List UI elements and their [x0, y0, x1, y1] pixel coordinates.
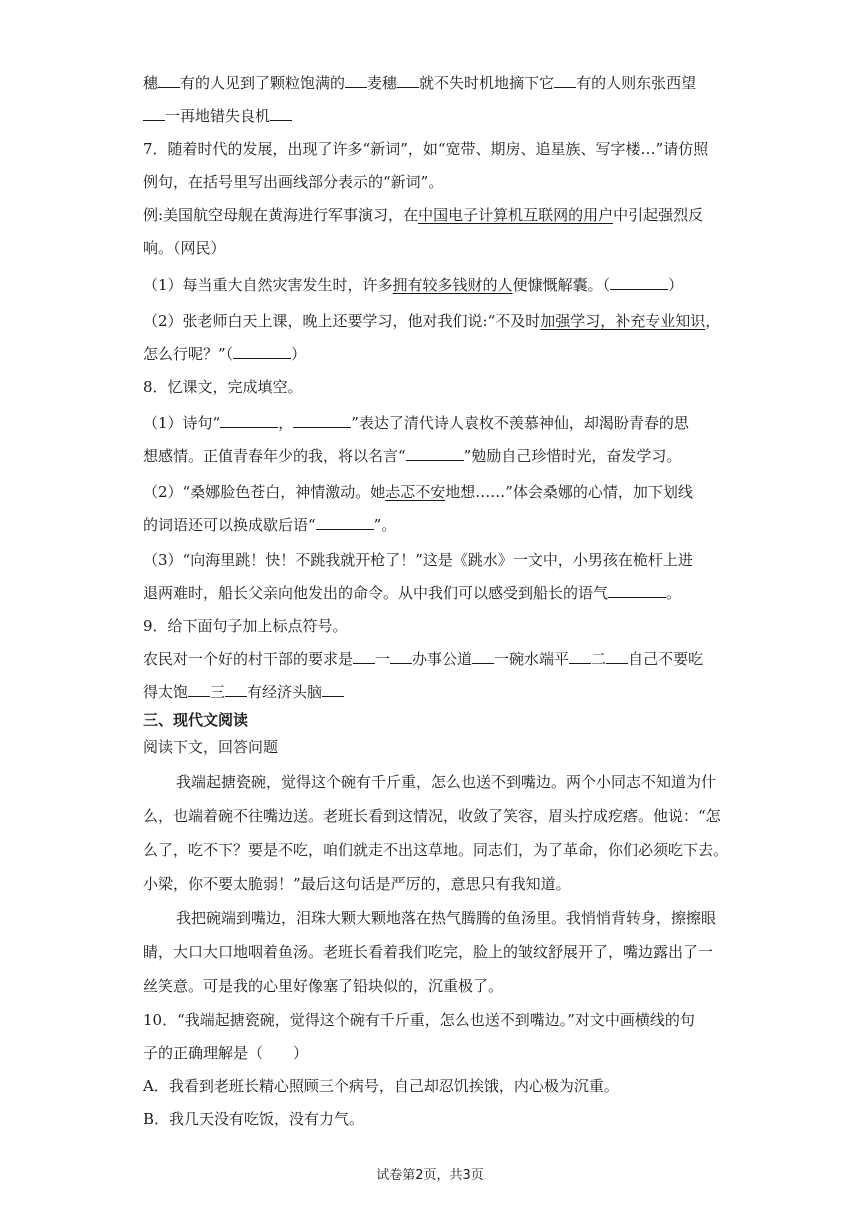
text: ”。: [373, 516, 397, 534]
text: 二: [591, 650, 607, 668]
punct-blank[interactable]: [390, 649, 412, 664]
punct-blank[interactable]: [554, 73, 576, 88]
q8-part-2b: [143, 515, 723, 535]
q7-stem-2: 例句，在括号里写出画线部分表示的“新词”。: [143, 173, 444, 191]
text: ”勉励自己珍惜时光，奋发学习。: [463, 447, 682, 465]
passage-line: 丝笑意。可是我的心里好像塞了铅块似的，沉重极了。: [143, 977, 504, 995]
text: 地想……”体会桑娜的心情，加下划线: [445, 483, 693, 501]
punct-blank[interactable]: [472, 649, 494, 664]
q7-stem-1: 7．随着时代的发展，出现了许多“新词”，如“宽带、期房、追星族、写字楼…”请仿照: [143, 140, 709, 158]
text: 自己不要吃: [628, 650, 704, 668]
q8-part-3b: [143, 583, 723, 603]
q9-title: 9．给下面句子加上标点符号。: [143, 617, 348, 635]
page-footer: 试卷第2页，共3页: [376, 1168, 484, 1183]
passage-line: 么，也端着碗不往嘴边送。老班长看到这情况，收敛了笑容，眉头拧成疙瘩。他说：“怎: [143, 807, 721, 825]
text: 的词语还可以换成歇后语“: [143, 516, 316, 534]
punct-blank[interactable]: [353, 649, 375, 664]
q9-line-2: [143, 682, 723, 702]
text: ”表达了清代诗人袁枚不羡慕神仙，却渴盼青春的思: [351, 414, 689, 432]
punct-blank[interactable]: [606, 649, 628, 664]
text: （2）张老师白天上课，晚上还要学习，他对我们说:“不及时: [143, 312, 541, 330]
punct-blank[interactable]: [345, 73, 367, 88]
text: 有的人见到了颗粒饱满的: [180, 74, 346, 92]
q10-option-b[interactable]: B．我几天没有吃饭，没有力气。: [143, 1110, 365, 1128]
q6-line-2: [143, 106, 723, 126]
text: 就不失时机地摘下它: [419, 74, 555, 92]
text: 办事公道: [412, 650, 473, 668]
answer-blank[interactable]: [220, 413, 278, 428]
underlined-phrase: 加强学习，补充专业知识: [540, 312, 706, 330]
text: 。: [666, 584, 682, 602]
underlined-phrase: 忐忑不安: [385, 483, 446, 501]
answer-blank[interactable]: [610, 275, 668, 290]
punct-blank[interactable]: [270, 106, 292, 121]
text: ，: [278, 414, 294, 432]
punct-blank[interactable]: [569, 649, 591, 664]
text: 怎么行呢？”（: [143, 345, 234, 363]
punct-blank[interactable]: [188, 682, 210, 697]
text: 退两难时，船长父亲向他发出的命令。从中我们可以感受到船长的语气: [143, 584, 609, 602]
q8-part-3a: （3）“向海里跳！快！不跳我就开枪了！”这是《跳水》一文中，小男孩在桅杆上进: [143, 551, 693, 569]
text: 想感情。正值青春年少的我，将以名言“: [143, 447, 406, 465]
text: ，: [705, 312, 721, 330]
q8-part-2a: [143, 482, 723, 502]
text: 一再地错失良机: [165, 107, 271, 125]
text: 农民对一个好的村干部的要求是: [143, 650, 354, 668]
q10-stem-1: 10．“我端起搪瓷碗，觉得这个碗有千斤重，怎么也送不到嘴边。”对文中画横线的句: [143, 1011, 695, 1029]
passage-line: 小梁，你不要太脆弱！”最后这句话是严厉的，意思只有我知道。: [143, 875, 571, 893]
text: ）: [291, 345, 307, 363]
punct-blank[interactable]: [322, 682, 344, 697]
q8-part-1b: [143, 446, 723, 466]
text: 中引起强烈反: [613, 206, 704, 224]
q7-example-2: 响。（网民）: [143, 239, 226, 257]
reading-instruction: 阅读下文，回答问题: [143, 738, 279, 756]
text: 得太饱: [143, 683, 189, 701]
section-heading: 三、现代文阅读: [143, 711, 249, 729]
text: 一: [375, 650, 391, 668]
q7-sub-2b: [143, 344, 723, 364]
text: 一碗水端平: [494, 650, 570, 668]
text: 例:美国航空母舰在黄海进行军事演习，在: [143, 206, 419, 224]
passage-line: 我把碗端到嘴边，泪珠大颗大颗地落在热气腾腾的鱼汤里。我悄悄背转身，擦擦眼: [176, 909, 717, 927]
text: 有的人则东张西望: [576, 74, 697, 92]
answer-blank[interactable]: [293, 413, 351, 428]
q6-line-1: [143, 73, 723, 93]
text: （2）“桑娜脸色苍白，神情激动。她: [143, 483, 386, 501]
text: 麦穗: [367, 74, 398, 92]
punct-blank[interactable]: [158, 73, 180, 88]
q8-part-1a: [143, 413, 723, 433]
answer-blank[interactable]: [316, 515, 374, 530]
punct-blank[interactable]: [397, 73, 419, 88]
text: 三: [210, 683, 226, 701]
punct-blank[interactable]: [225, 682, 247, 697]
q7-sub-2: [143, 311, 723, 331]
q7-sub-1: [143, 275, 723, 295]
text: （1）诗句“: [143, 414, 221, 432]
q10-stem-2: 子的正确理解是（ ）: [143, 1044, 309, 1062]
underlined-phrase: 中国电子计算机互联网的用户: [418, 206, 614, 224]
passage-line: 睛，大口大口地咽着鱼汤。老班长看着我们吃完，脸上的皱纹舒展开了，嘴边露出了一: [143, 943, 714, 961]
text: 穗: [143, 74, 159, 92]
passage-line: 我端起搪瓷碗，觉得这个碗有千斤重，怎么也送不到嘴边。两个小同志不知道为什: [176, 773, 717, 791]
text: （1）每当重大自然灾害发生时，许多: [143, 276, 393, 294]
answer-blank[interactable]: [406, 446, 464, 461]
passage-line: 么了，吃不下？要是不吃，咱们就走不出这草地。同志们，为了革命，你们必须吃下去。: [143, 841, 729, 859]
q10-option-a[interactable]: A．我看到老班长精心照顾三个病号，自己却忍饥挨饿，内心极为沉重。: [143, 1077, 619, 1095]
underlined-phrase: 拥有较多钱财的人: [392, 276, 513, 294]
punct-blank[interactable]: [143, 106, 165, 121]
q8-title: 8．忆课文，完成填空。: [143, 378, 303, 396]
answer-blank[interactable]: [608, 583, 666, 598]
text: 有经济头脑: [247, 683, 323, 701]
text: 便慷慨解囊。（: [512, 276, 611, 294]
q9-line-1: [143, 649, 723, 669]
text: ）: [668, 276, 684, 294]
answer-blank[interactable]: [233, 344, 291, 359]
q7-example-1: [143, 205, 723, 225]
